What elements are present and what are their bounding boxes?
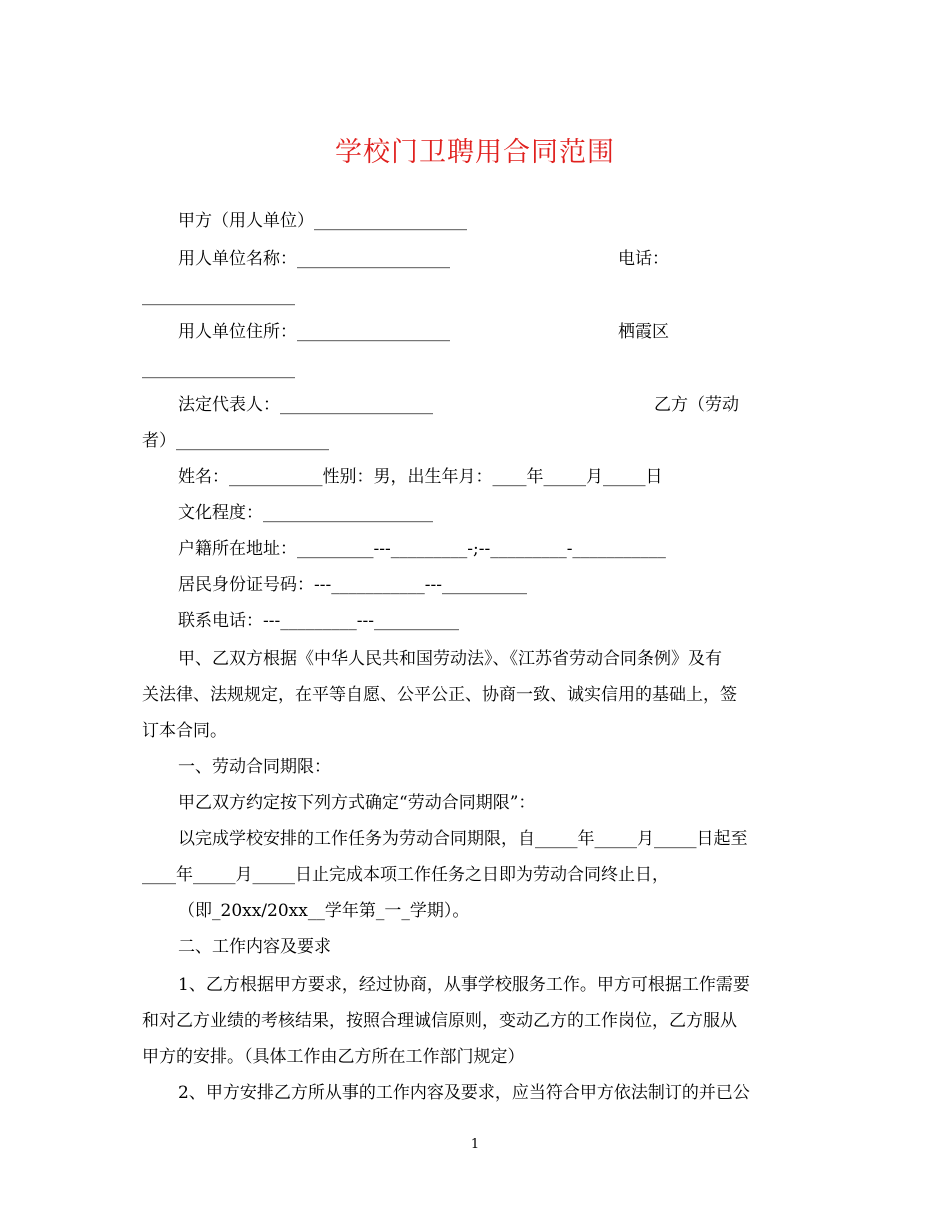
contact-phone-line: 联系电话：---_________---__________ <box>178 611 459 631</box>
district-label: 栖霞区 <box>618 322 669 342</box>
section-1-line-3: ____年_____月_____日止完成本项工作任务之日即为劳动合同终止日， <box>142 865 669 885</box>
section-1-line-4: （即_20xx/20xx__学年第_一_学期）。 <box>178 901 470 921</box>
section-2-p2-line-1: 2、甲方安排乙方所从事的工作内容及要求，应当符合甲方依法制订的并已公 <box>178 1083 750 1103</box>
section-2-heading: 二、工作内容及要求 <box>178 937 331 957</box>
legal-rep-line: 法定代表人：__________________ <box>178 395 433 415</box>
name-gender-birth-line: 姓名：___________性别：男，出生年月：____年_____月_____日 <box>178 467 663 487</box>
phone-label: 电话： <box>618 249 669 269</box>
address-blank: __________________ <box>142 359 295 379</box>
phone-blank: __________________ <box>142 286 295 306</box>
party-b-label: 乙方（劳动 <box>654 395 739 415</box>
party-b-line: 者）__________________ <box>142 431 329 451</box>
party-a-line: 甲方（用人单位）__________________ <box>178 211 467 231</box>
section-2-p1-line-2: 和对乙方业绩的考核结果，按照合理诚信原则，变动乙方的工作岗位，乙方服从 <box>142 1011 737 1031</box>
section-1-heading: 一、劳动合同期限： <box>178 757 331 777</box>
household-address-line: 户籍所在地址：_________---_________-;--_________-___________ <box>178 539 666 559</box>
page-number: 1 <box>470 1137 480 1152</box>
paragraph-intro-2: 关法律、法规规定，在平等自愿、公平公正、协商一致、诚实信用的基础上，签 <box>142 685 737 705</box>
id-number-line: 居民身份证号码：---___________---__________ <box>178 575 527 595</box>
section-1-line-2: 以完成学校安排的工作任务为劳动合同期限，自_____年_____月_____日起至 <box>178 829 748 849</box>
section-2-p1-line-3: 甲方的安排。（具体工作由乙方所在工作部门规定） <box>142 1047 525 1067</box>
paragraph-intro-1: 甲、乙双方根据《中华人民共和国劳动法》、《江苏省劳动合同条例》及有 <box>178 649 722 669</box>
section-1-line-1: 甲乙双方约定按下列方式确定“劳动合同期限”： <box>178 793 536 813</box>
employer-address-line: 用人单位住所：__________________ <box>178 322 450 342</box>
paragraph-intro-3: 订本合同。 <box>142 721 227 741</box>
page-title: 学校门卫聘用合同范围 <box>335 137 615 168</box>
section-2-p1-line-1: 1、乙方根据甲方要求，经过协商，从事学校服务工作。甲方可根据工作需要 <box>178 975 750 995</box>
education-line: 文化程度：____________________ <box>178 503 433 523</box>
employer-name-line: 用人单位名称：__________________ <box>178 249 450 269</box>
